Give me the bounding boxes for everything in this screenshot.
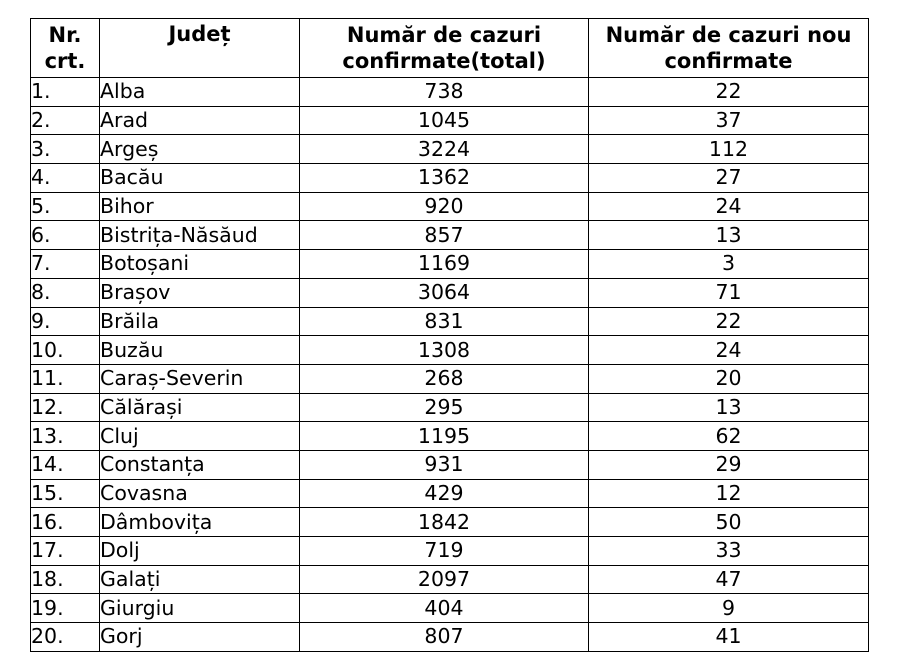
cell-nr-crt: 16. [31, 508, 100, 537]
cell-judet: Dâmbovița [100, 508, 300, 537]
table-row [31, 336, 869, 365]
table-row [31, 135, 869, 164]
cell-nr-crt: 13. [31, 422, 100, 451]
cell-new-cases: 20 [589, 364, 869, 393]
cell-new-cases: 9 [589, 594, 869, 623]
cell-judet: Bihor [100, 192, 300, 221]
header-judet: Județ [100, 19, 300, 78]
table-row [31, 221, 869, 250]
cell-new-cases: 27 [589, 164, 869, 193]
table-row [31, 250, 869, 279]
table-row [31, 537, 869, 566]
cell-nr-crt: 18. [31, 565, 100, 594]
cell-judet: Caraș-Severin [100, 364, 300, 393]
cell-new-cases: 50 [589, 508, 869, 537]
cell-judet: Galați [100, 565, 300, 594]
cell-total-cases: 3064 [300, 278, 589, 307]
table-row [31, 422, 869, 451]
cell-nr-crt: 1. [31, 78, 100, 107]
cell-nr-crt: 20. [31, 623, 100, 652]
cell-new-cases: 29 [589, 450, 869, 479]
cell-new-cases: 62 [589, 422, 869, 451]
cell-judet: Brașov [100, 278, 300, 307]
cell-nr-crt: 7. [31, 250, 100, 279]
header-nr-crt: Nr. crt. [31, 19, 100, 78]
cell-total-cases: 268 [300, 364, 589, 393]
cell-total-cases: 1842 [300, 508, 589, 537]
cases-table [30, 18, 869, 652]
cell-nr-crt: 9. [31, 307, 100, 336]
cell-total-cases: 1045 [300, 106, 589, 135]
table-row [31, 479, 869, 508]
cell-nr-crt: 4. [31, 164, 100, 193]
cell-judet: Covasna [100, 479, 300, 508]
cell-new-cases: 3 [589, 250, 869, 279]
cell-total-cases: 719 [300, 537, 589, 566]
table-body [31, 78, 869, 652]
cell-judet: Giurgiu [100, 594, 300, 623]
cell-total-cases: 2097 [300, 565, 589, 594]
table-row [31, 594, 869, 623]
cell-nr-crt: 5. [31, 192, 100, 221]
table-header [31, 19, 869, 78]
cell-total-cases: 857 [300, 221, 589, 250]
cell-total-cases: 429 [300, 479, 589, 508]
cell-new-cases: 22 [589, 78, 869, 107]
cell-nr-crt: 11. [31, 364, 100, 393]
cell-judet: Brăila [100, 307, 300, 336]
header-row [31, 19, 869, 78]
cell-total-cases: 920 [300, 192, 589, 221]
cell-total-cases: 1195 [300, 422, 589, 451]
cell-judet: Arad [100, 106, 300, 135]
cell-total-cases: 931 [300, 450, 589, 479]
cell-new-cases: 24 [589, 336, 869, 365]
cell-nr-crt: 8. [31, 278, 100, 307]
table-row [31, 192, 869, 221]
cell-total-cases: 1169 [300, 250, 589, 279]
cell-nr-crt: 19. [31, 594, 100, 623]
header-total-cases: Număr de cazuri confirmate(total) [300, 19, 589, 78]
cell-nr-crt: 10. [31, 336, 100, 365]
cell-total-cases: 404 [300, 594, 589, 623]
cell-total-cases: 3224 [300, 135, 589, 164]
cell-judet: Bacău [100, 164, 300, 193]
table-row [31, 164, 869, 193]
table-row [31, 623, 869, 652]
cell-judet: Gorj [100, 623, 300, 652]
cell-judet: Dolj [100, 537, 300, 566]
cell-judet: Constanța [100, 450, 300, 479]
cell-total-cases: 738 [300, 78, 589, 107]
cell-nr-crt: 12. [31, 393, 100, 422]
table-row [31, 450, 869, 479]
cell-new-cases: 13 [589, 221, 869, 250]
table-row [31, 364, 869, 393]
table-row [31, 565, 869, 594]
cell-judet: Alba [100, 78, 300, 107]
cell-new-cases: 22 [589, 307, 869, 336]
cell-nr-crt: 6. [31, 221, 100, 250]
cell-total-cases: 1308 [300, 336, 589, 365]
cell-nr-crt: 2. [31, 106, 100, 135]
cell-new-cases: 37 [589, 106, 869, 135]
table-row [31, 307, 869, 336]
cell-total-cases: 295 [300, 393, 589, 422]
cell-judet: Botoșani [100, 250, 300, 279]
cell-total-cases: 1362 [300, 164, 589, 193]
cell-judet: Călărași [100, 393, 300, 422]
cell-new-cases: 33 [589, 537, 869, 566]
cell-total-cases: 831 [300, 307, 589, 336]
table-row [31, 393, 869, 422]
header-new-cases: Număr de cazuri nou confirmate [589, 19, 869, 78]
cell-nr-crt: 14. [31, 450, 100, 479]
cell-judet: Cluj [100, 422, 300, 451]
cell-nr-crt: 15. [31, 479, 100, 508]
cell-new-cases: 47 [589, 565, 869, 594]
cell-judet: Buzău [100, 336, 300, 365]
cell-new-cases: 12 [589, 479, 869, 508]
table-row [31, 508, 869, 537]
cell-new-cases: 13 [589, 393, 869, 422]
table-row [31, 106, 869, 135]
cell-new-cases: 41 [589, 623, 869, 652]
cell-new-cases: 112 [589, 135, 869, 164]
cell-nr-crt: 3. [31, 135, 100, 164]
cell-judet: Argeș [100, 135, 300, 164]
cell-total-cases: 807 [300, 623, 589, 652]
cell-nr-crt: 17. [31, 537, 100, 566]
cell-new-cases: 71 [589, 278, 869, 307]
cell-judet: Bistrița-Năsăud [100, 221, 300, 250]
table-row [31, 78, 869, 107]
cell-new-cases: 24 [589, 192, 869, 221]
table-row [31, 278, 869, 307]
